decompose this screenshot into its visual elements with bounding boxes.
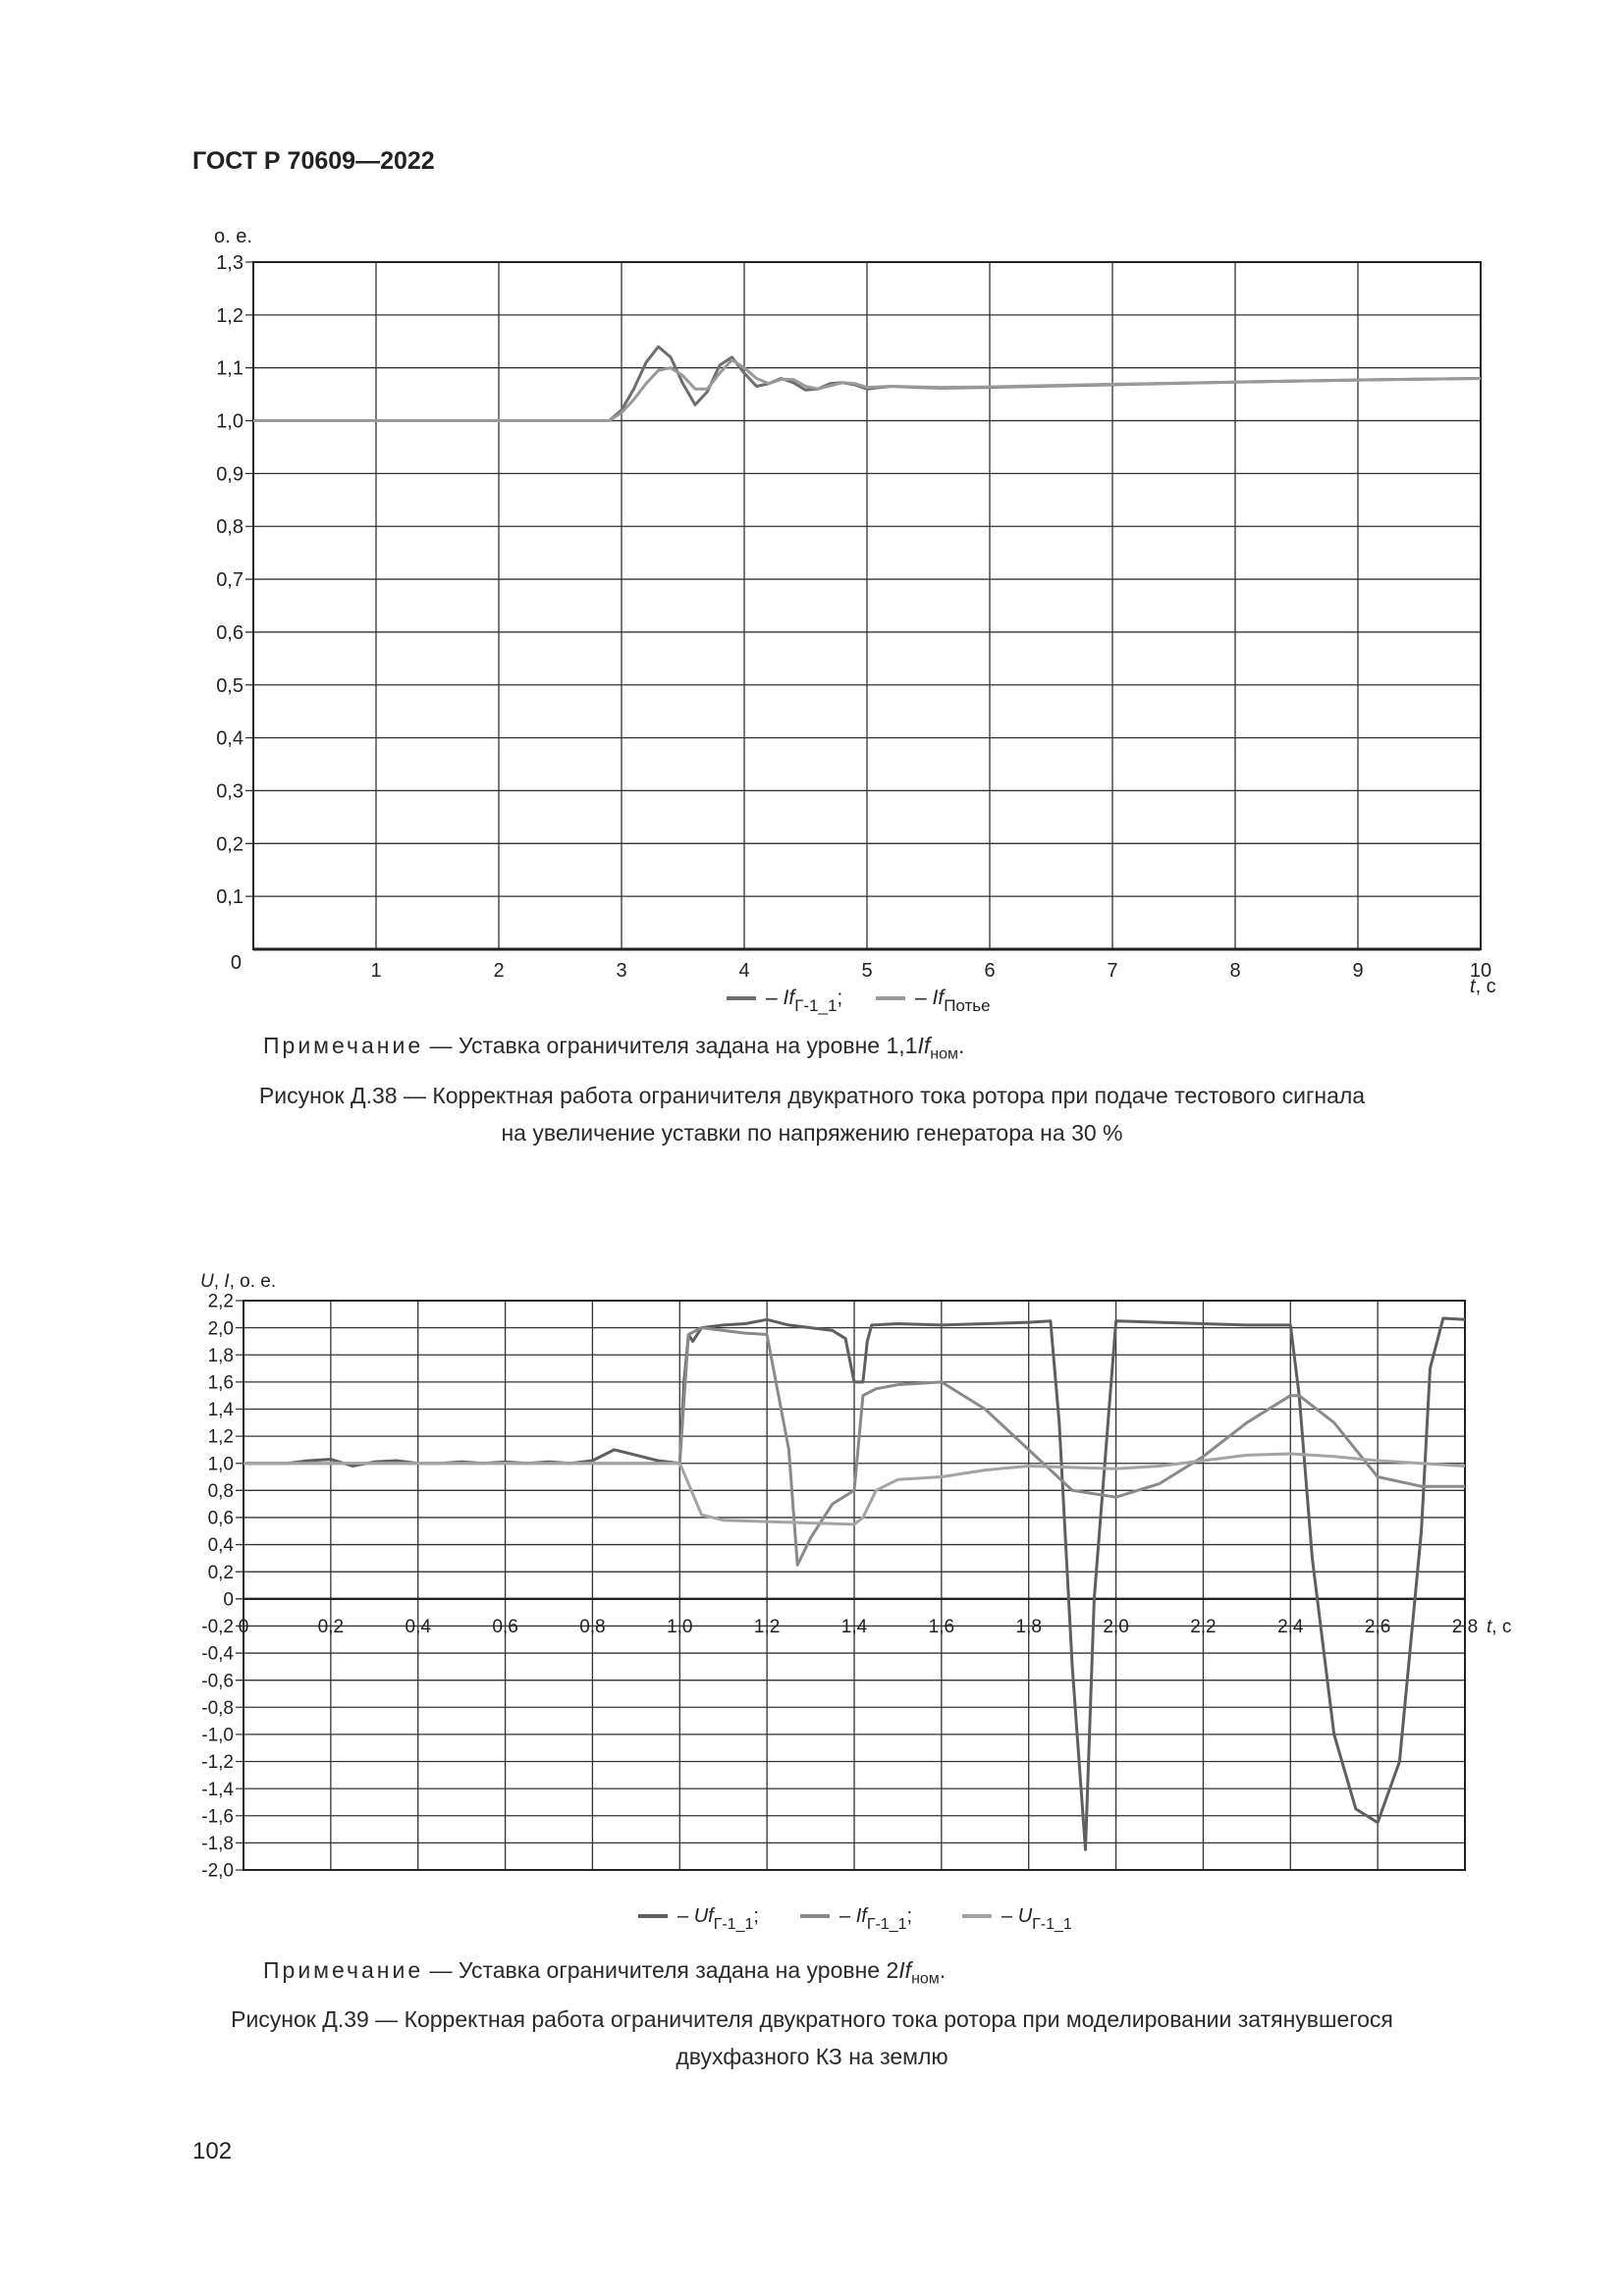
caption-line-1: Рисунок Д.39 — Корректная работа ограничителя двукратного тока ротора при моделировании затянувшегося [231,2006,1393,2032]
y-tick-label: 0,3 [216,780,244,803]
y-tick-label: 1,4 [207,1400,234,1421]
note-end: . [957,1033,965,1058]
x-axis-title [1487,1617,1511,1637]
legend-symbol: Uf [693,1905,714,1927]
legend-symbol: If [783,987,795,1009]
y-axis-unit: , о. е. [229,1271,277,1292]
y-tick-label: -1,8 [201,1834,234,1855]
y-tick-label: 0,8 [207,1480,234,1502]
legend-separator: ; [837,987,843,1009]
legend-dash: – [915,987,933,1009]
x-tick-label: 2,4 [1277,1617,1304,1637]
y-tick-label: -1,6 [201,1806,234,1828]
x-tick-label: 0,8 [579,1617,606,1637]
chart-figure-d38 [0,211,1624,1026]
legend-entry [915,987,991,1015]
y-tick-label: 1,2 [216,304,244,327]
y-tick-label: -1,0 [201,1725,234,1746]
y-tick-label: 2,2 [207,1291,234,1312]
y-tick-label: -0,8 [201,1697,234,1719]
legend-subscript: Г-1_1 [713,1916,754,1933]
x-tick-label: 2,6 [1364,1617,1391,1637]
page-number: 102 [192,2138,233,2164]
x-tick-label: 7 [1107,960,1118,982]
y-tick-label: 1,6 [207,1372,234,1394]
y-tick-label: -0,6 [201,1671,234,1692]
legend-entry [839,1905,912,1933]
caption-line-2: двухфазного КЗ на землю [676,2044,948,2069]
legend-subscript: Г-1_1 [1032,1916,1072,1933]
legend-entry [1001,1905,1072,1933]
x-axis-symbol: t [1470,976,1476,997]
x-axis-unit: , с [1491,1617,1512,1637]
x-tick-label: 2,2 [1190,1617,1217,1637]
y-axis-sep: , [213,1271,225,1292]
legend-entry [766,987,842,1015]
note-end: . [939,1957,947,1983]
y-tick-label: 1,3 [216,252,244,274]
caption-figure-d38 [0,1077,1624,1151]
x-tick-label: 10 [1469,960,1492,982]
legend-subscript: Г-1_1 [866,1916,907,1933]
y-tick-label: 0,6 [216,621,244,644]
y-tick-label: -2,0 [201,1860,234,1882]
y-tick-label: 1,8 [207,1345,234,1366]
legend-entry [677,1905,759,1933]
y-tick-label: 0,5 [216,674,244,697]
note-text: — Уставка ограничителя задана на уровне 1,1 [423,1033,918,1058]
y-tick-label: 0,4 [216,727,244,750]
x-tick-label: 1,6 [928,1617,955,1637]
legend-subscript: Потье [944,996,991,1015]
legend-symbol: U [1017,1905,1033,1927]
note-figure-d39 [263,1957,946,1989]
note-prefix: Примечание [263,1957,424,1983]
y-tick-label: 0,9 [216,463,244,486]
y-tick-label: 0,7 [216,569,244,592]
y-tick-label: 0,6 [207,1508,234,1529]
note-text: — Уставка ограничителя задана на уровне 2 [423,1957,899,1983]
y-tick-label: 0,2 [216,833,244,856]
x-tick-label: 1,0 [667,1617,693,1637]
x-tick-label: 0,2 [317,1617,345,1637]
y-axis-symbol-i: I [224,1271,230,1292]
x-tick-label: 0 [238,1617,249,1637]
x-tick-label: 5 [861,960,873,982]
caption-line-1: Рисунок Д.38 — Корректная работа ограничителя двукратного тока ротора при подаче тестового сигнала [258,1083,1366,1108]
legend [638,1905,1072,1933]
y-tick-label: 0,4 [207,1535,234,1557]
x-tick-label: 4 [738,960,750,982]
x-tick-label: 1 [370,960,382,982]
note-subscript: ном [930,1045,958,1063]
x-axis-unit: , с [1475,976,1496,997]
origin-label: 0 [230,952,242,974]
note-symbol: If [898,1957,912,1983]
legend-subscript: Г-1_1 [794,996,838,1015]
y-tick-label: -0,4 [201,1643,234,1665]
chart-figure-d39 [0,1232,1624,1933]
y-tick-label: 0 [223,1589,234,1611]
y-tick-label: 1,2 [207,1426,234,1448]
y-tick-label: 2,0 [207,1318,234,1340]
x-tick-label: 1,2 [753,1617,781,1637]
y-tick-label: 0,8 [216,516,244,539]
legend-dash: – [766,987,784,1009]
y-axis-symbol-u: U [200,1271,214,1292]
y-tick-label: -1,2 [201,1752,234,1774]
x-axis-symbol: t [1487,1617,1492,1637]
legend-dash: – [839,1905,856,1927]
x-axis-title [1470,976,1496,997]
y-tick-label: 1,0 [216,410,244,433]
x-tick-label: 1,8 [1015,1617,1042,1637]
x-tick-label: 0,4 [405,1617,431,1637]
legend-separator: ; [906,1905,913,1927]
x-tick-label: 0,6 [492,1617,518,1637]
note-prefix: Примечание [263,1033,424,1058]
y-tick-label: 0,2 [207,1562,234,1583]
legend-symbol: If [855,1905,867,1927]
note-symbol: If [917,1033,931,1058]
caption-line-2: на увеличение уставки по напряжению генератора на 30 % [501,1120,1123,1146]
y-tick-label: -0,2 [201,1617,234,1638]
note-subscript: ном [911,1970,940,1988]
y-tick-label: 0,1 [216,886,244,909]
x-tick-label: 2,0 [1103,1617,1129,1637]
y-tick-label: 1,1 [216,357,244,380]
y-tick-label: -1,4 [201,1779,234,1800]
x-tick-label: 8 [1229,960,1241,982]
y-tick-label: 1,0 [207,1454,234,1475]
x-tick-label: 6 [984,960,996,982]
legend-separator: ; [753,1905,759,1927]
legend-dash: – [1001,1905,1018,1927]
document-header: ГОСТ Р 70609—2022 [192,147,435,175]
y-axis-title [200,1271,276,1292]
legend [727,987,991,1015]
x-tick-label: 1,4 [840,1617,868,1637]
x-tick-label: 2,8 [1451,1617,1479,1637]
x-tick-label: 3 [616,960,627,982]
caption-figure-d39 [0,2001,1624,2075]
x-tick-label: 2 [493,960,505,982]
x-tick-label: 9 [1352,960,1364,982]
y-axis-title: о. е. [214,226,252,247]
legend-dash: – [677,1905,694,1927]
note-figure-d38 [263,1033,964,1064]
legend-symbol: If [932,987,945,1009]
